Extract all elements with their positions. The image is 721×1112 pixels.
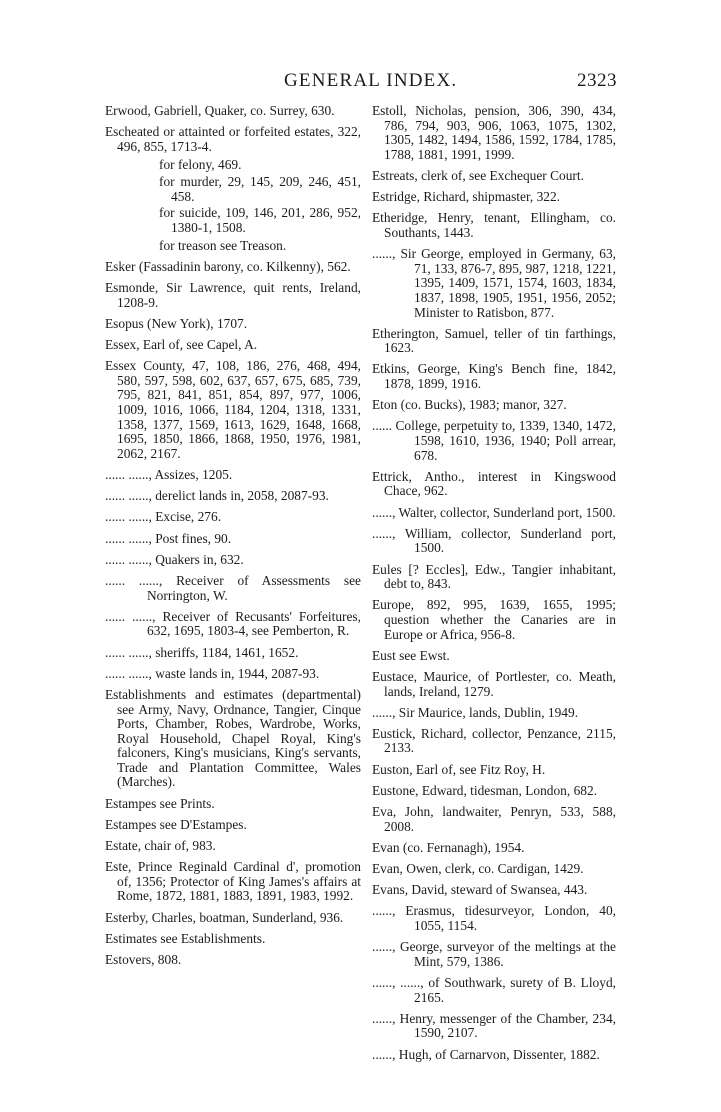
index-entry: Eustace, Maurice, of Portlester, co. Meath, lands, Ireland, 1279. (372, 668, 616, 699)
index-entry: Eules [? Eccles], Edw., Tangier inhabitant, debt to, 843. (372, 561, 616, 592)
index-entry: Establishments and estimates (departmental) see Army, Navy, Ordnance, Tangier, Cinque Ports, Chamber, Robes, Wardrobe, Works, Royal Household, Chapel Royal, King's falconers, King's musicians, King's servants, Trade and Plantation Committee, Wales (Marches). (105, 686, 361, 790)
index-entry: Essex County, 47, 108, 186, 276, 468, 494, 580, 597, 598, 602, 637, 657, 675, 685, 739, 795, 821, 841, 851, 854, 897, 977, 1006, 1009, 1016, 1066, 1184, 1204, 1318, 1331, 1358, 1377, 1569, 1613, 1629, 1648, 1668, 1695, 1850, 1866, 1868, 1950, 1976, 1981, 2062, 2167. (105, 358, 361, 461)
index-subentry: ...... ......, Receiver of Recusants' Forfeitures, 632, 1695, 1803-4, see Pemberton, R. (105, 608, 361, 639)
index-entry: Estridge, Richard, shipmaster, 322. (372, 189, 561, 205)
index-subentry: ...... ......, derelict lands in, 2058, 2087-93. (105, 488, 329, 504)
index-entry: Esterby, Charles, boatman, Sunderland, 936. (105, 909, 344, 925)
index-subentry: ...... ......, Excise, 276. (105, 509, 222, 525)
index-entry: Estoll, Nicholas, pension, 306, 390, 434, 786, 794, 903, 906, 1063, 1075, 1302, 1305, 1482, 1494, 1586, 1592, 1784, 1785, 1788, 1881, 1991, 1999. (372, 103, 616, 162)
page-number: 2323 (577, 70, 617, 91)
index-entry: Esker (Fassadinin barony, co. Kilkenny), 562. (105, 258, 351, 274)
index-subentry: ...... College, perpetuity to, 1339, 1340, 1472, 1598, 1610, 1936, 1940; Poll arrear, 678. (372, 418, 616, 463)
index-column-right (372, 104, 616, 1062)
page-header (0, 70, 721, 96)
index-entry: Estampes see D'Estampes. (105, 816, 247, 832)
index-entry: Etheridge, Henry, tenant, Ellingham, co. Southants, 1443. (372, 210, 616, 240)
index-subentry: ......, Hugh, of Carnarvon, Dissenter, 1882. (372, 1046, 600, 1062)
index-entry: Europe, 892, 995, 1639, 1655, 1995; question whether the Canaries are in Europe or Africa, 956-8. (372, 597, 616, 642)
index-column-left (105, 104, 361, 968)
index-entry: Esmonde, Sir Lawrence, quit rents, Ireland, 1208-9. (105, 280, 361, 310)
index-entry: Este, Prince Reginald Cardinal d', promotion of, 1356; Protector of King James's affairs at Rome, 1872, 1881, 1883, 1891, 1983, 1992. (105, 859, 361, 904)
index-subentry: ......, Sir George, employed in Germany, 63, 71, 133, 876-7, 895, 987, 1218, 1221, 1395, 1409, 1571, 1574, 1603, 1834, 1837, 1898, 1905, 1951, 1956, 2052; Minister to Ratisbon, 877. (372, 246, 616, 320)
index-entry: Essex, Earl of, see Capel, A. (105, 337, 258, 353)
index-entry: Ettrick, Antho., interest in Kingswood Chace, 962. (372, 468, 616, 499)
index-entry: Etherington, Samuel, teller of tin farthings, 1623. (372, 325, 616, 356)
index-subentry: ...... ......, Receiver of Assessments see Norrington, W. (105, 572, 361, 603)
index-subentry: ...... ......, waste lands in, 1944, 2087-93. (105, 665, 320, 681)
index-entry: Escheated or attainted or forfeited estates, 322, 496, 855, 1713-4. (105, 124, 361, 154)
index-subentry: ...... ......, sheriffs, 1184, 1461, 1652. (105, 644, 299, 660)
index-subentry: ...... ......, Assizes, 1205. (105, 467, 233, 483)
index-subentry: ...... ......, Post fines, 90. (105, 530, 232, 546)
running-title: GENERAL INDEX. (284, 70, 458, 91)
index-subentry: ......, Walter, collector, Sunderland port, 1500. (372, 504, 616, 520)
index-subentry: ......, Erasmus, tidesurveyor, London, 40, 1055, 1154. (372, 903, 616, 933)
index-entry: Evan, Owen, clerk, co. Cardigan, 1429. (372, 861, 584, 876)
index-subentry: ......, Henry, messenger of the Chamber, 234, 1590, 2107. (372, 1010, 616, 1041)
index-subentry: ......, George, surveyor of the meltings at the Mint, 579, 1386. (372, 939, 616, 969)
index-subentry: ......, ......, of Southwark, surety of B. Lloyd, 2165. (372, 974, 616, 1005)
index-entry: Esopus (New York), 1707. (105, 315, 248, 331)
index-entry: Estimates see Establishments. (105, 930, 266, 946)
index-entry: Evans, David, steward of Swansea, 443. (372, 882, 588, 898)
index-entry: Etkins, George, King's Bench fine, 1842, 1878, 1899, 1916. (372, 361, 616, 392)
index-entry: Eva, John, landwaiter, Penryn, 533, 588, 2008. (372, 804, 616, 834)
index-subentry: for treason see Treason. (159, 238, 287, 254)
index-entry: Eustone, Edward, tidesman, London, 682. (372, 782, 597, 798)
index-entry: Erwood, Gabriell, Quaker, co. Surrey, 630. (105, 103, 335, 118)
index-subentry: ...... ......, Quakers in, 632. (105, 551, 244, 567)
index-subentry: ......, William, collector, Sunderland port, 1500. (372, 525, 616, 556)
index-subentry: for murder, 29, 145, 209, 246, 451, 458. (159, 173, 361, 204)
index-entry: Estreats, clerk of, see Exchequer Court. (372, 167, 584, 183)
index-entry: Estate, chair of, 983. (105, 838, 216, 854)
index-entry: Eton (co. Bucks), 1983; manor, 327. (372, 397, 567, 413)
index-entry: Estampes see Prints. (105, 795, 215, 811)
index-entry: Estovers, 808. (105, 951, 182, 967)
index-subentry: for suicide, 109, 146, 201, 286, 952, 1380-1, 1508. (159, 205, 361, 235)
index-entry: Evan (co. Fernanagh), 1954. (372, 839, 525, 855)
index-subentry: ......, Sir Maurice, lands, Dublin, 1949. (372, 704, 579, 720)
index-entry: Eustick, Richard, collector, Penzance, 2115, 2133. (372, 725, 616, 756)
index-subentry: for felony, 469. (159, 157, 242, 173)
index-entry: Euston, Earl of, see Fitz Roy, H. (372, 761, 546, 777)
index-entry: Eust see Ewst. (372, 647, 450, 663)
